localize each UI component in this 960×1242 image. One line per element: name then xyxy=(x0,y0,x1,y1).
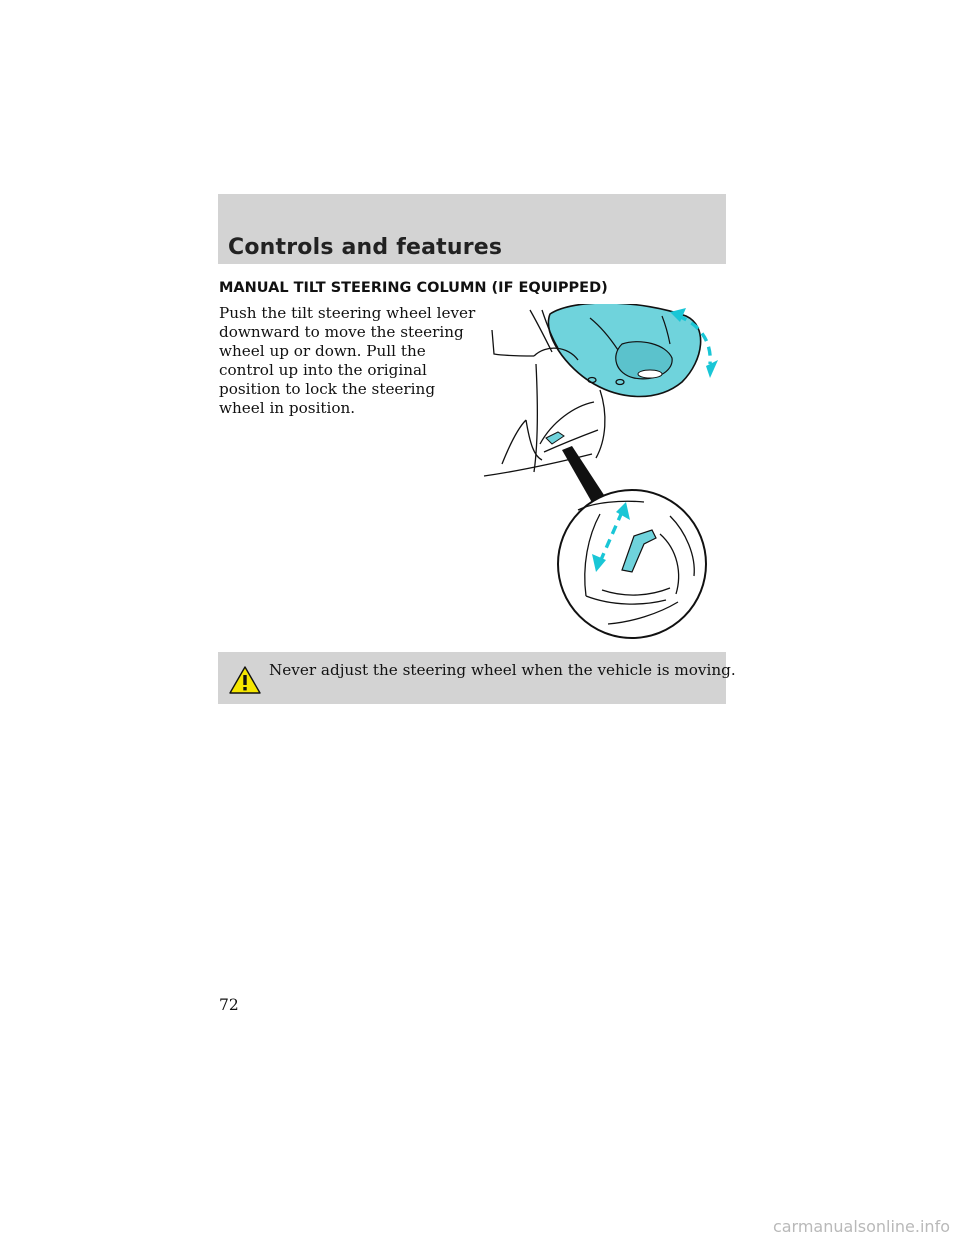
lever-closeup-inset xyxy=(558,490,706,638)
chapter-title: Controls and features xyxy=(228,235,503,260)
warning-text: Never adjust the steering wheel when the vehicle is moving. xyxy=(269,661,736,679)
warning-box xyxy=(218,652,736,704)
section-heading: MANUAL TILT STEERING COLUMN (IF EQUIPPED) xyxy=(219,280,608,296)
tilt-steering-illustration xyxy=(482,304,732,644)
warning-triangle-icon xyxy=(228,665,262,695)
instruction-paragraph: Push the tilt steering wheel lever downward to move the steering wheel up or down. Pull the control up into the original position to lock the steering wheel in position. xyxy=(219,304,476,417)
page-number: 72 xyxy=(219,996,239,1014)
watermark: carmanualsonline.info xyxy=(772,1217,950,1236)
section-header-band xyxy=(218,194,726,264)
